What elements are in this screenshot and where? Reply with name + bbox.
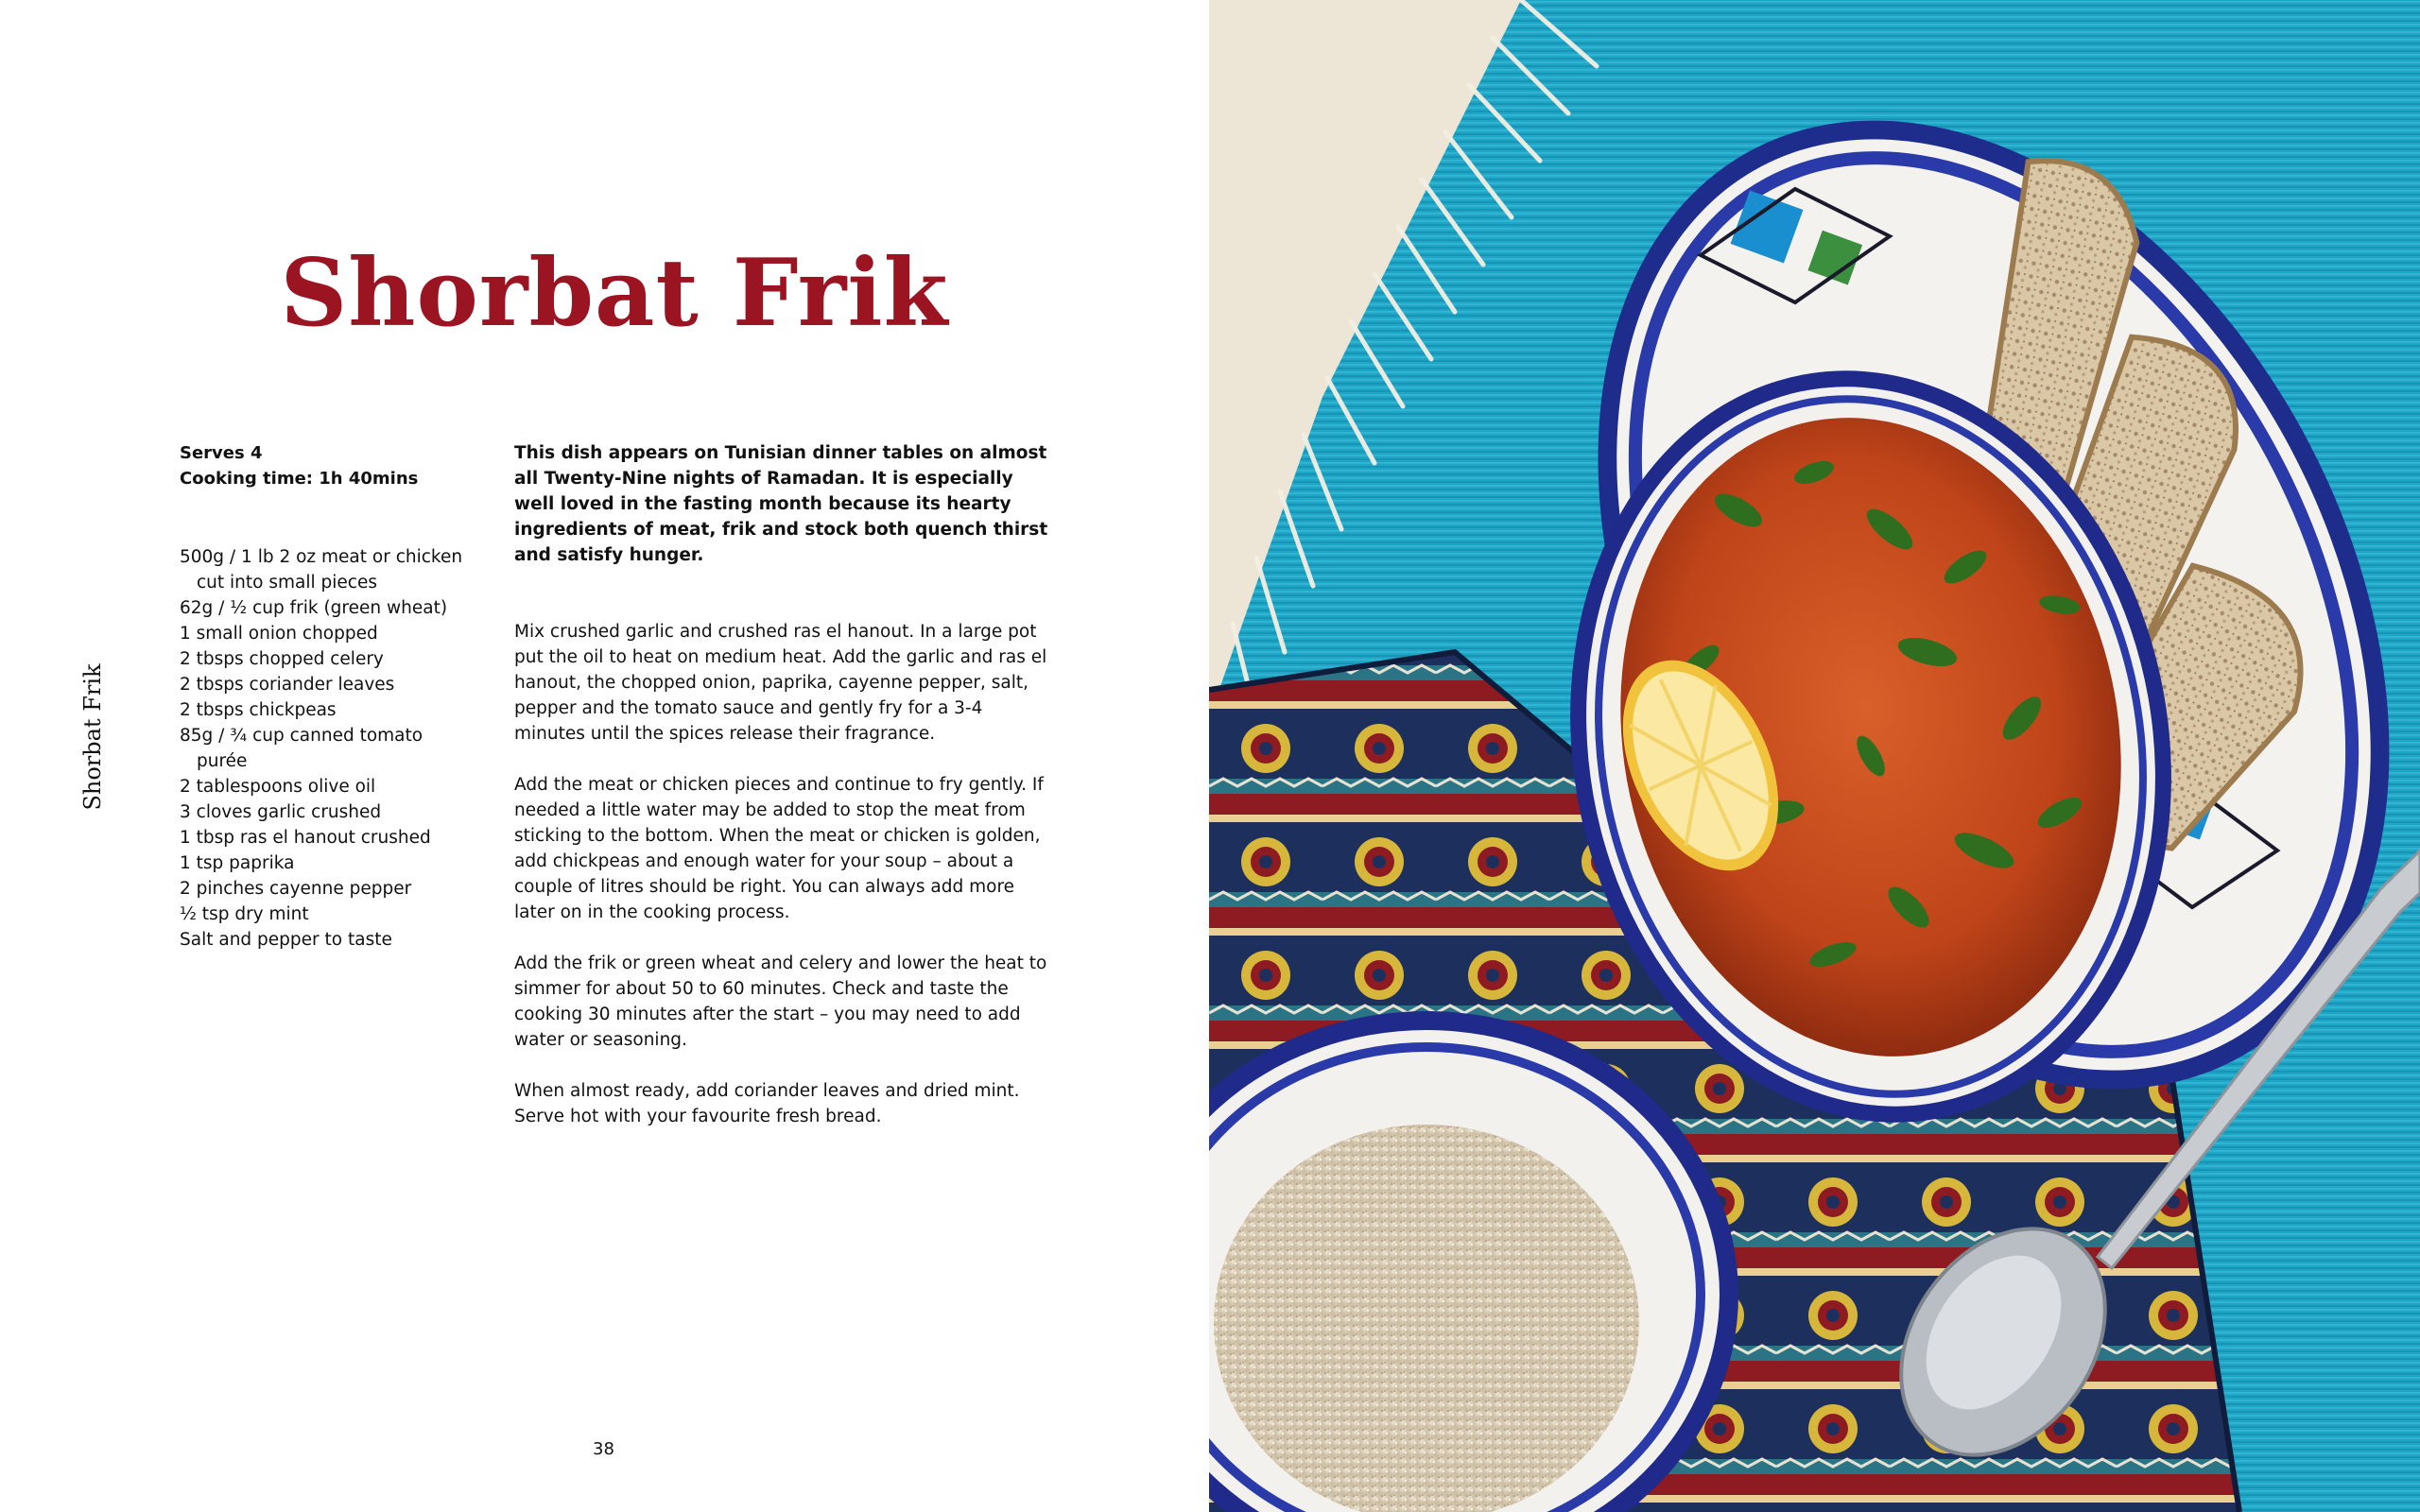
- ingredients-column: [180, 440, 463, 953]
- ingredient-item: 3 cloves garlic crushed: [180, 802, 382, 822]
- method-steps: [514, 619, 1053, 1129]
- right-page: [1209, 0, 2420, 1512]
- left-page: [0, 0, 1209, 1512]
- ingredient-item: Salt and pepper to taste: [180, 930, 392, 950]
- recipe-intro: This dish appears on Tunisian dinner tables on almost all Twenty-Nine nights of Ramadan. It is especially well loved in the fasting month because its hearty ingredients of meat, frik and stock both quench thirst and satisfy hunger.: [514, 443, 1048, 565]
- ingredient-item: 1 tsp paprika: [180, 853, 295, 873]
- ingredient-item: 85g / ¾ cup canned tomato purée: [180, 726, 424, 771]
- ingredient-list: [180, 544, 463, 953]
- ingredient-item: 1 small onion chopped: [180, 624, 378, 644]
- page-number: 38: [593, 1439, 614, 1459]
- ingredient-item: 2 tablespoons olive oil: [180, 777, 376, 797]
- cooking-time: Cooking time: 1h 40mins: [180, 469, 419, 489]
- ingredient-item: ½ tsp dry mint: [180, 904, 309, 924]
- running-head: Shorbat Frik: [79, 663, 106, 811]
- recipe-title: Shorbat Frik: [280, 238, 949, 348]
- serves: Serves 4: [180, 443, 263, 463]
- soup-photo: [1209, 0, 2420, 1512]
- ingredient-item: 2 tbsps chickpeas: [180, 700, 337, 720]
- ingredient-item: 500g / 1 lb 2 oz meat or chicken cut into small pieces: [180, 547, 463, 593]
- method-step: When almost ready, add coriander leaves and dried mint. Serve hot with your favourite fresh bread.: [514, 1081, 1020, 1126]
- method-step: Add the frik or green wheat and celery and lower the heat to simmer for about 50 to 60 minutes. Check and taste the cooking 30 minutes after the start – you may need to add water or seasoning.: [514, 954, 1047, 1050]
- ingredient-item: 1 tbsp ras el hanout crushed: [180, 828, 431, 848]
- ingredient-item: 2 tbsps chopped celery: [180, 649, 384, 669]
- method-step: Add the meat or chicken pieces and continue to fry gently. If needed a little water may be added to stop the meat from sticking to the bottom. When the meat or chicken is golden, add chickpeas and enough water for your soup – about a couple of litres should be right. You can always add more later on in the cooking process.: [514, 775, 1044, 922]
- ingredient-item: 2 pinches cayenne pepper: [180, 879, 412, 899]
- method-step: Mix crushed garlic and crushed ras el hanout. In a large pot put the oil to heat on medium heat. Add the garlic and ras el hanout, the chopped onion, paprika, cayenne pepper, salt, pepper and the tomato sauce and gently fry for a 3-4 minutes until the spices release their fragrance.: [514, 622, 1047, 744]
- ingredient-item: 2 tbsps coriander leaves: [180, 675, 395, 695]
- method-column: [514, 440, 1053, 1155]
- ingredient-item: 62g / ½ cup frik (green wheat): [180, 598, 448, 618]
